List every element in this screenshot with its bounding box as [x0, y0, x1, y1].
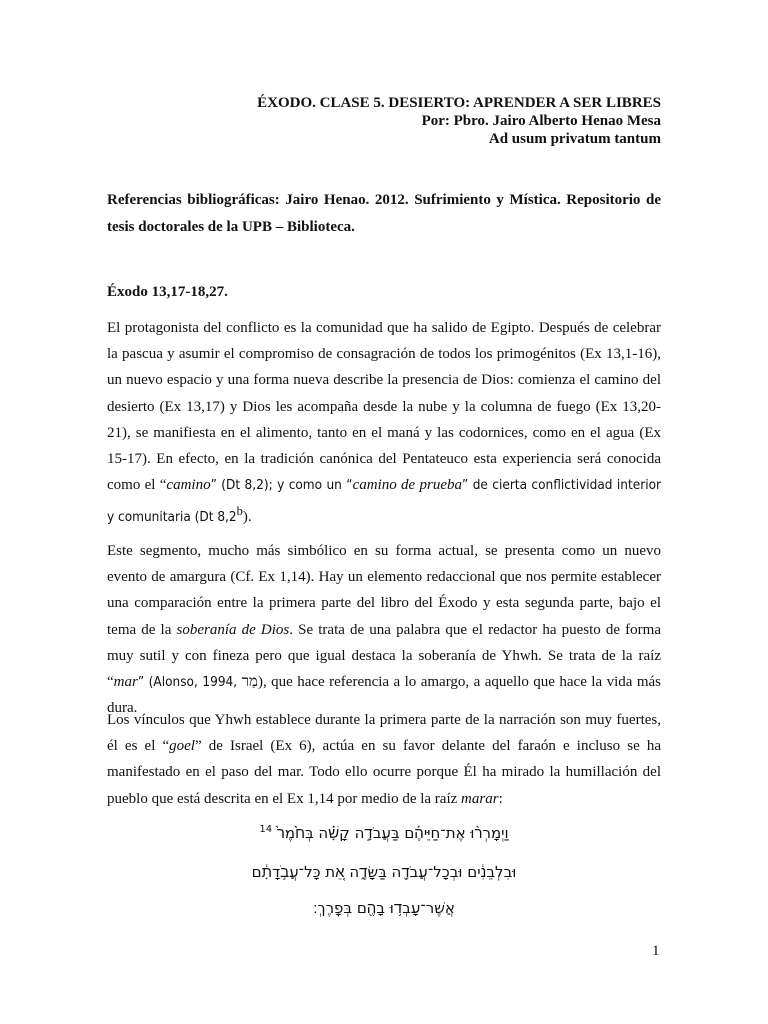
document-note: Ad usum privatum tantum [488, 131, 661, 147]
p1-camino-de-prueba: camino de prueba [352, 477, 462, 494]
p3-marar: marar [461, 790, 499, 807]
p2-text-2: . Se trata de una palabra que el redactor ha puesto de forma muy sutil y con fineza pero que igual destaca la soberanía de Yhwh. Se trata de la raíz “ [107, 621, 661, 691]
p3-goel: goel [169, 738, 195, 755]
p3-text-1: Los vínculos que Yhwh establece durante la primera parte de la narración son muy fuertes, él es el “ [107, 712, 661, 755]
document-author: Por: Pbro. Jairo Alberto Henao Mesa [421, 113, 661, 129]
hebrew-verse-line-3 [107, 899, 661, 917]
bibliographic-references: Referencias bibliográficas: Jairo Henao. 2012. Sufrimiento y Mística. Repositorio de tesis doctorales de la UPB – Biblioteca. [107, 192, 661, 235]
p2-mar: mar [113, 674, 138, 691]
document-header [257, 94, 661, 148]
section-title: Éxodo 13,17-18,27. [107, 284, 228, 300]
paragraph-1 [107, 315, 661, 531]
page-number: 1 [652, 943, 660, 959]
p2-hebrew-root: מַר [241, 674, 258, 691]
p2-text-4: ), que hace referencia a lo amargo, a aquello que hace la vida más dura. [107, 674, 661, 717]
p1-text-2: ” (Dt 8,2); y como un “ [210, 477, 353, 494]
paragraph-3 [107, 707, 661, 812]
p2-text-3: ” (Alonso, 1994, [137, 674, 242, 691]
p1-superscript: b [236, 504, 243, 519]
document-title: ÉXODO. CLASE 5. DESIERTO: APRENDER A SER LIBRES [257, 95, 661, 111]
p1-text-4: ). [242, 509, 252, 526]
hebrew-verse-line-1 [107, 824, 661, 842]
hebrew-line-3: אֲשֶׁר־עָבְד֥וּ בָהֶ֖ם בְּפָֽרֶךְ׃ [313, 899, 455, 917]
verse-number: 14 [259, 824, 273, 835]
hebrew-verse-line-2 [107, 863, 661, 881]
p1-text-3: ” de cierta conflictividad interior y comunitaria (Dt 8,2 [107, 477, 661, 526]
p3-text-2: ” de Israel (Ex 6), actúa en su favor delante del faraón e incluso se ha manifestado en el paso del mar. Todo ello ocurre porque Él ha mirado la humillación del pueblo que está descrita en el Ex 1,14 por medio de la raíz [107, 738, 661, 807]
hebrew-line-1: וַיְמָרְר֨וּ אֶת־חַיֵּיהֶ֜ם בַּעֲבֹדָ֣ה קָשָׁ֗ה בְּחֹ֙מֶר֙ [276, 824, 509, 842]
p1-camino: camino [166, 477, 211, 494]
p2-soberania: soberanía de Dios [176, 621, 290, 638]
paragraph-2 [107, 538, 661, 721]
p1-text-1: El protagonista del conflicto es la comunidad que ha salido de Egipto. Después de celebrar la pascua y asumir el compromiso de consagración de todos los primogénitos (Ex 13,1-16), un nuevo espacio y una forma nueva describe la presencia de Dios: comienza el camino del desierto (Ex 13,17) y Dios les acompaña desde la nube y la columna de fuego (Ex 13,20-21), se manifiesta en el alimento, tanto en el maná y las codornices, como en el agua (Ex 15-17). En efecto, en la tradición canónica del Pentateuco esta experiencia será conocida como el “ [107, 320, 661, 494]
p2-text-1: Este segmento, mucho más simbólico en su forma actual, se presenta como un nuevo evento de amargura (Cf. Ex 1,14). Hay un elemento redaccional que nos permite establecer una comparación entre la primera parte del libro del Éxodo y esta segunda parte, bajo el tema de la [107, 543, 661, 638]
hebrew-line-2: וּבִלְבֵנִ֔ים וּבְכָל־עֲבֹדָ֖ה בַּשָּׂדֶ֑ה אֵ֚ת כָּל־עֲבֹ֣דָתָ֔ם [251, 863, 517, 881]
p3-text-3: : [498, 790, 503, 807]
